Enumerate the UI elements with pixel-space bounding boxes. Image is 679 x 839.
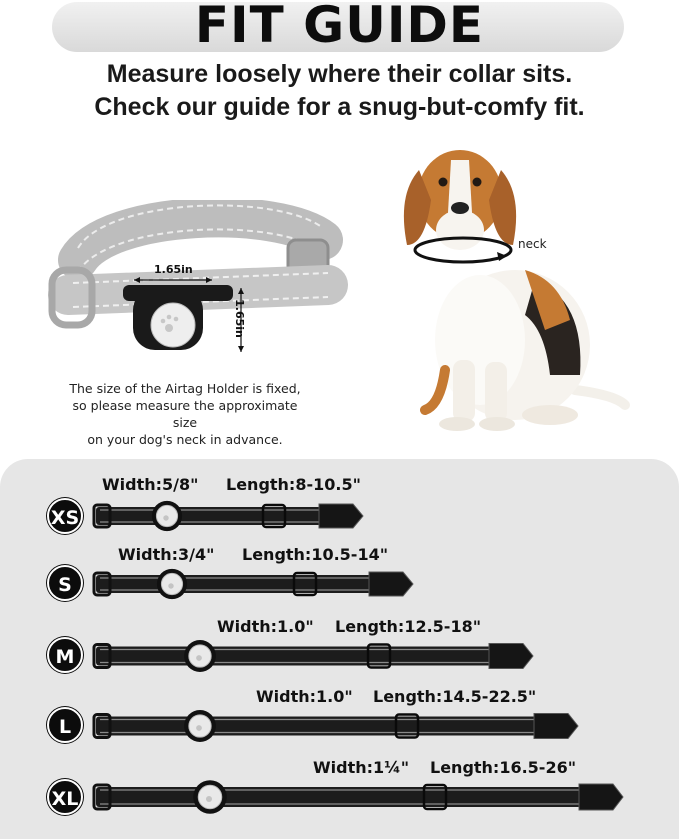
collar-strap-m [92,637,542,675]
size-length: Length:16.5-26" [430,758,577,777]
strap-buckle [579,784,623,810]
beagle-illustration [385,140,635,440]
strap-buckle [369,572,413,596]
size-badge: XS [47,498,83,534]
strap-buckle [534,714,578,739]
size-width: Width:5/8" [102,475,199,494]
size-width: Width:1.0" [217,617,314,636]
size-length: Length:8-10.5" [226,475,361,494]
size-badge: XL [47,779,83,815]
paw-pad [206,796,212,802]
size-badge: M [47,637,83,673]
size-badge: L [47,707,83,743]
strap-buckle [489,644,533,669]
size-width: Width:1¼" [313,758,410,777]
paw-pad [196,655,202,661]
size-width: Width:3/4" [118,545,215,564]
size-row-xl [0,755,679,810]
size-row-s [0,541,679,596]
size-badge: S [47,565,83,601]
dog-graphic [385,140,635,440]
neck-label: neck [518,237,547,251]
collar-strap-xl [92,777,632,817]
collar-strap-xs [92,498,382,534]
collar-strap-l [92,707,587,745]
strap-buckle [319,504,363,528]
subtitle-line-1: Measure loosely where their collar sits. [106,60,573,88]
collar-graphic [48,200,348,370]
collar-illustration [48,200,348,370]
airtag-holder-note [60,380,310,448]
size-length: Length:12.5-18" [335,617,482,636]
paw-pad [196,725,202,731]
size-width: Width:1.0" [256,687,353,706]
size-row-m [0,613,679,668]
paw-pad [163,515,168,520]
note-line-3: on your dog's neck in advance. [87,432,283,447]
paw-pad [168,583,173,588]
page-title: FIT GUIDE [194,0,485,54]
size-length: Length:10.5-14" [242,545,389,564]
size-length: Length:14.5-22.5" [373,687,537,706]
subtitle-line-2: Check our guide for a snug-but-comfy fit. [94,93,585,121]
size-row-l [0,684,679,738]
height-dimension-label: 1.65in [232,299,246,338]
size-row-xs [0,470,679,529]
collar-strap-s [92,566,422,602]
width-dimension-label: 1.65in [154,263,193,276]
note-line-2: so please measure the approximate size [72,398,298,430]
note-line-1: The size of the Airtag Holder is fixed, [69,381,301,396]
